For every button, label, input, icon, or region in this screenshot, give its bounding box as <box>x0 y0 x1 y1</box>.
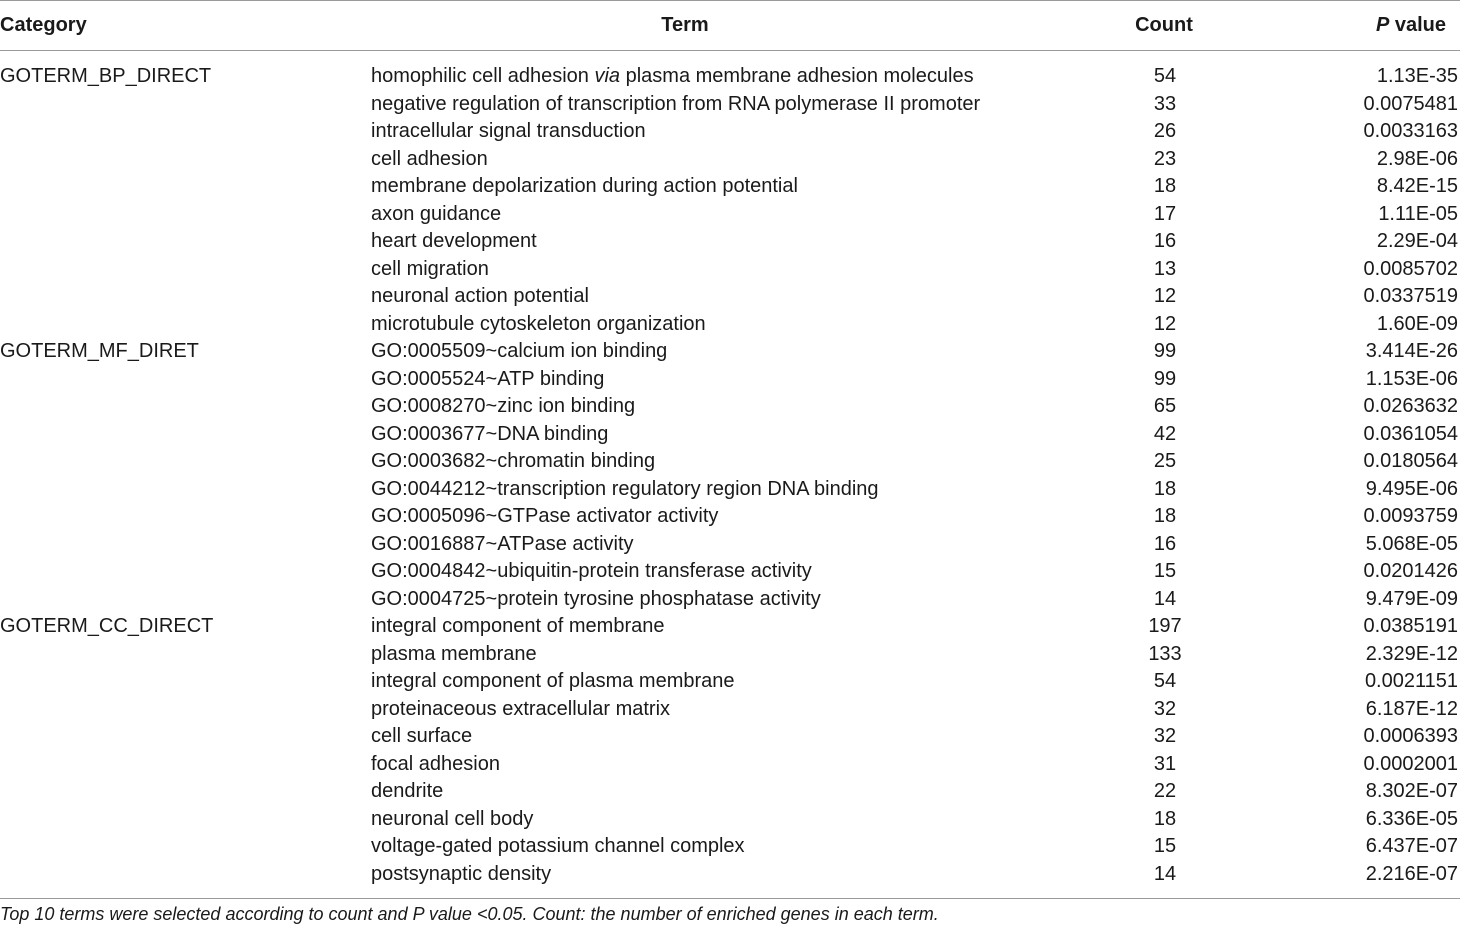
cell-count: 18 <box>1153 807 1177 830</box>
cell-p-value: 0.0006393 <box>1363 725 1458 747</box>
cell-count: 14 <box>1090 861 1240 899</box>
cell-count: 32 <box>1153 725 1177 747</box>
header-p-letter: P <box>1375 14 1390 36</box>
cell-term: voltage-gated potassium channel complex <box>371 835 745 857</box>
cell-term: cell migration <box>371 257 489 280</box>
header-count: Count <box>1090 1 1240 51</box>
cell-count: 31 <box>1153 752 1177 775</box>
cell-p-value: 2.98E-06 <box>1376 147 1458 170</box>
cell-count: 12 <box>1153 312 1177 335</box>
cell-count: 13 <box>1153 257 1177 280</box>
cell-count: 16 <box>1153 230 1177 252</box>
table-row <box>0 778 1460 806</box>
cell-category <box>0 531 370 559</box>
cell-p-value: 0.0201426 <box>1363 560 1458 582</box>
cell-p-value: 8.302E-07 <box>1365 780 1458 802</box>
cell-p-value: 6.336E-05 <box>1365 807 1458 830</box>
cell-term: GO:0005524~ATP binding <box>371 367 605 390</box>
cell-category <box>0 366 370 394</box>
cell-p-value: 0.0002001 <box>1363 752 1458 775</box>
table-row <box>0 448 1460 476</box>
table-row <box>0 668 1460 696</box>
table-row <box>0 751 1460 779</box>
table-row <box>0 283 1460 311</box>
cell-count: 25 <box>1153 450 1177 472</box>
cell-category <box>0 861 370 899</box>
table-row <box>0 723 1460 751</box>
cell-category <box>0 146 370 174</box>
cell-category: GOTERM_BP_DIRECT <box>0 65 212 87</box>
table-row <box>0 806 1460 834</box>
cell-p-value: 0.0021151 <box>1364 670 1458 692</box>
table-row <box>0 531 1460 559</box>
table-row <box>0 338 1460 366</box>
cell-count: 18 <box>1153 477 1177 500</box>
table-row <box>0 503 1460 531</box>
cell-term: GO:0003677~DNA binding <box>371 422 609 445</box>
cell-p-value: 0.0263632 <box>1363 395 1458 417</box>
cell-count: 65 <box>1153 395 1177 417</box>
cell-category <box>0 558 370 586</box>
cell-term: microtubule cytoskeleton organization <box>371 312 706 335</box>
cell-p-value: 2.29E-04 <box>1376 230 1458 252</box>
cell-term: plasma membrane <box>371 642 537 665</box>
cell-count: 15 <box>1153 835 1177 857</box>
header-p-word: value <box>1389 14 1446 36</box>
cell-count: 33 <box>1153 92 1177 115</box>
cell-term <box>370 51 1090 91</box>
cell-term: proteinaceous extracellular matrix <box>371 697 671 720</box>
table-row <box>0 558 1460 586</box>
cell-category <box>0 641 370 669</box>
cell-term: GO:0005509~calcium ion binding <box>371 340 668 362</box>
header-row <box>0 1 1460 51</box>
cell-p-value: 9.479E-09 <box>1365 587 1458 610</box>
table-header <box>0 1 1460 51</box>
cell-category <box>0 421 370 449</box>
table-row <box>0 393 1460 421</box>
cell-count: 18 <box>1153 175 1177 197</box>
table-row <box>0 861 1460 899</box>
table-row <box>0 51 1460 91</box>
cell-count: 16 <box>1153 532 1177 555</box>
cell-count: 133 <box>1148 642 1182 665</box>
cell-term: GO:0004725~protein tyrosine phosphatase activity <box>371 587 821 610</box>
cell-category <box>0 668 370 696</box>
cell-category <box>0 201 370 229</box>
cell-p-value: 0.0361054 <box>1363 422 1458 445</box>
cell-p-value: 2.216E-07 <box>1240 861 1460 899</box>
cell-term: neuronal action potential <box>371 285 589 307</box>
cell-p-value: 3.414E-26 <box>1365 340 1458 362</box>
cell-p-value: 1.13E-35 <box>1376 65 1458 87</box>
cell-term: GO:0003682~chromatin binding <box>371 450 656 472</box>
cell-term: GO:0004842~ubiquitin-protein transferase activity <box>371 560 812 582</box>
table-row <box>0 641 1460 669</box>
cell-category <box>0 118 370 146</box>
cell-category: GOTERM_CC_DIRECT <box>0 615 214 637</box>
cell-count: 14 <box>1153 587 1177 610</box>
cell-count: 12 <box>1153 285 1177 307</box>
cell-category <box>0 476 370 504</box>
table-row <box>0 91 1460 119</box>
cell-category <box>0 806 370 834</box>
cell-category <box>0 723 370 751</box>
cell-term: cell adhesion <box>371 147 488 170</box>
cell-count: 197 <box>1148 615 1182 637</box>
cell-term: GO:0044212~transcription regulatory region DNA binding <box>371 477 879 500</box>
cell-p-value: 0.0085702 <box>1363 257 1458 280</box>
cell-count: 42 <box>1153 422 1177 445</box>
cell-category <box>0 228 370 256</box>
cell-term: neuronal cell body <box>371 807 534 830</box>
cell-p-value: 6.437E-07 <box>1365 835 1458 857</box>
term-text-post: plasma membrane adhesion molecules <box>620 65 974 87</box>
cell-category <box>0 256 370 284</box>
cell-count: 54 <box>1153 65 1177 87</box>
cell-p-value: 8.42E-15 <box>1376 175 1458 197</box>
table-row <box>0 476 1460 504</box>
table-row <box>0 256 1460 284</box>
cell-count: 18 <box>1153 505 1177 527</box>
cell-category: GOTERM_MF_DIRET <box>0 340 199 362</box>
cell-count: 17 <box>1153 202 1177 225</box>
cell-category <box>0 751 370 779</box>
cell-count: 99 <box>1153 367 1177 390</box>
cell-category <box>0 586 370 614</box>
cell-term: GO:0005096~GTPase activator activity <box>371 505 719 527</box>
table-row <box>0 833 1460 861</box>
header-category: Category <box>0 1 370 51</box>
cell-term: GO:0016887~ATPase activity <box>371 532 634 555</box>
cell-term: membrane depolarization during action potential <box>371 175 798 197</box>
cell-term: axon guidance <box>371 202 502 225</box>
cell-term: focal adhesion <box>371 752 500 775</box>
cell-count: 15 <box>1153 560 1177 582</box>
table-row <box>0 613 1460 641</box>
header-term: Term <box>370 1 1090 51</box>
cell-p-value: 9.495E-06 <box>1365 477 1458 500</box>
table-row <box>0 228 1460 256</box>
table-row <box>0 586 1460 614</box>
cell-category <box>0 503 370 531</box>
cell-count: 23 <box>1153 147 1177 170</box>
table-row <box>0 201 1460 229</box>
table-body <box>0 51 1460 899</box>
cell-term: dendrite <box>371 780 444 802</box>
cell-term: postsynaptic density <box>370 861 1090 899</box>
term-text-pre: homophilic cell adhesion <box>371 65 595 87</box>
table-row <box>0 366 1460 394</box>
cell-count: 26 <box>1153 120 1177 142</box>
cell-p-value: 0.0033163 <box>1363 120 1458 142</box>
cell-p-value: 1.11E-05 <box>1378 202 1458 225</box>
cell-category <box>0 778 370 806</box>
cell-p-value: 1.153E-06 <box>1365 367 1458 390</box>
cell-category <box>0 448 370 476</box>
cell-category <box>0 833 370 861</box>
cell-p-value: 0.0180564 <box>1363 450 1458 472</box>
cell-term: integral component of plasma membrane <box>371 670 735 692</box>
table-row <box>0 118 1460 146</box>
cell-category <box>0 696 370 724</box>
cell-category <box>0 283 370 311</box>
cell-term: negative regulation of transcription from RNA polymerase II promoter <box>371 92 981 115</box>
cell-count: 22 <box>1153 780 1177 802</box>
cell-p-value: 2.329E-12 <box>1365 642 1458 665</box>
cell-count: 99 <box>1153 340 1177 362</box>
cell-category <box>0 311 370 339</box>
cell-category <box>0 91 370 119</box>
table-row <box>0 696 1460 724</box>
cell-p-value: 6.187E-12 <box>1365 697 1458 720</box>
table-row <box>0 421 1460 449</box>
header-p-value <box>1240 1 1460 51</box>
cell-category <box>0 393 370 421</box>
table-row <box>0 146 1460 174</box>
term-text-italic: via <box>594 65 621 87</box>
cell-p-value: 5.068E-05 <box>1365 532 1458 555</box>
cell-term: heart development <box>371 230 537 252</box>
table-footnote: Top 10 terms were selected according to count and P value <0.05. Count: the number of enriched genes in each term. <box>0 904 939 924</box>
cell-p-value: 0.0093759 <box>1363 505 1458 527</box>
cell-category <box>0 173 370 201</box>
table-row <box>0 311 1460 339</box>
cell-term: intracellular signal transduction <box>371 120 646 142</box>
cell-term: GO:0008270~zinc ion binding <box>371 395 636 417</box>
table-row <box>0 173 1460 201</box>
cell-term: cell surface <box>371 725 473 747</box>
cell-p-value: 0.0075481 <box>1363 92 1458 115</box>
cell-p-value: 0.0385191 <box>1363 615 1458 637</box>
cell-p-value: 1.60E-09 <box>1376 312 1458 335</box>
cell-p-value: 0.0337519 <box>1363 285 1458 307</box>
cell-count: 54 <box>1153 670 1177 692</box>
cell-term: integral component of membrane <box>371 615 665 637</box>
cell-count: 32 <box>1153 697 1177 720</box>
